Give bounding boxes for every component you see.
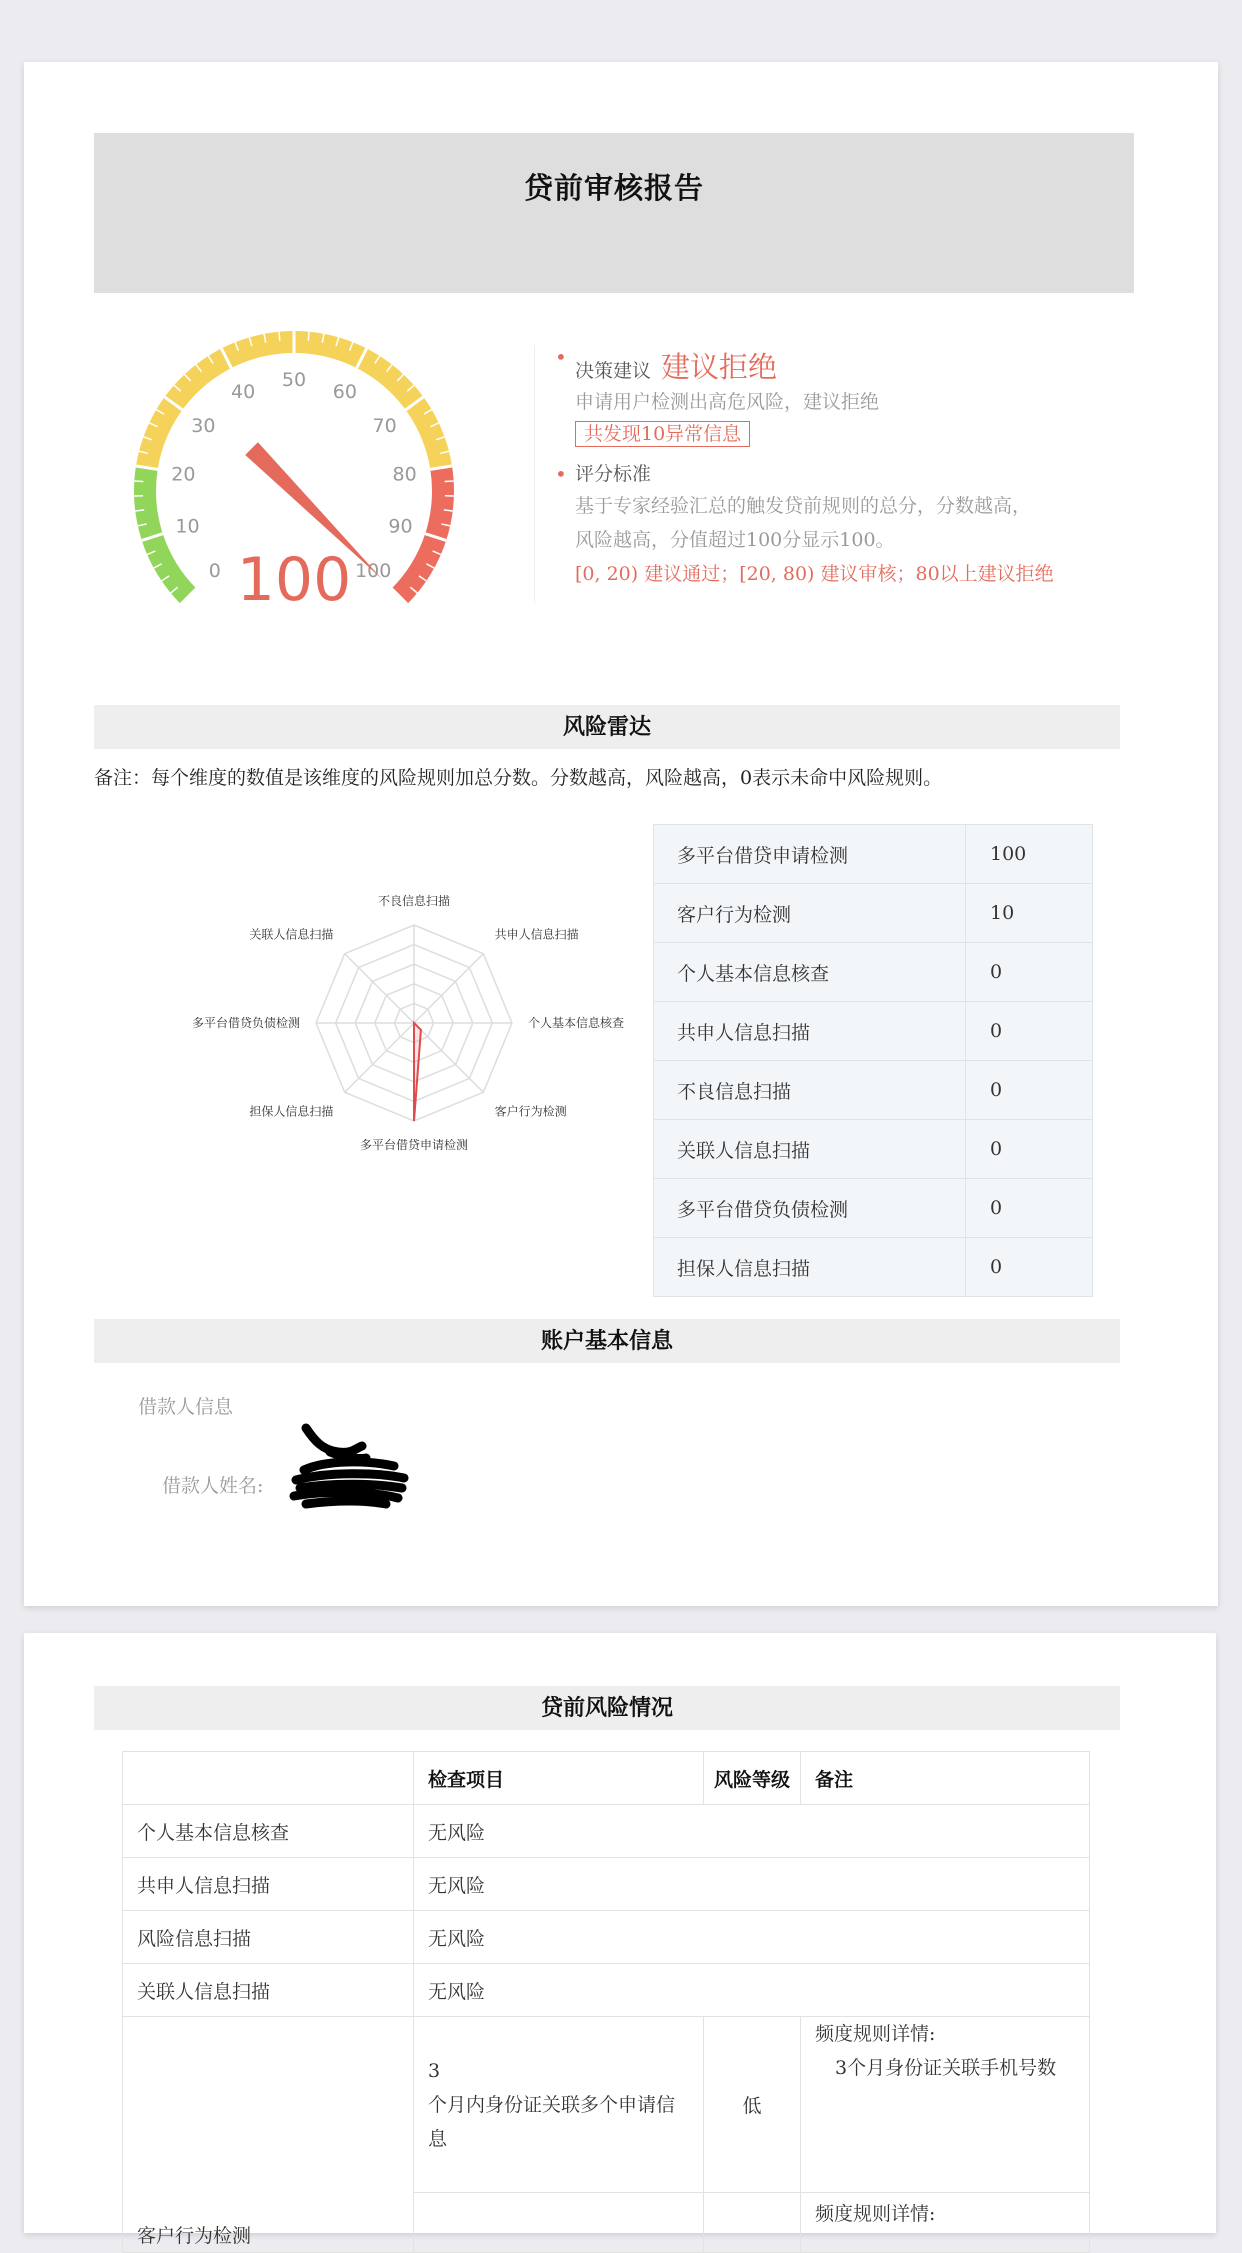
score-dimension-value: 0 — [966, 1120, 1093, 1179]
report-title-box — [94, 133, 1134, 293]
risk-row-name: 关联人信息扫描 — [123, 1964, 414, 2017]
gauge-tick-label: 80 — [393, 463, 417, 485]
gauge-minor-tick — [445, 481, 454, 482]
decision-label: • 决策建议 — [575, 356, 651, 383]
radar-axis-label: 担保人信息扫描 — [249, 1104, 333, 1119]
gauge-tick-label: 90 — [388, 516, 412, 538]
gauge-tick-label: 100 — [355, 560, 391, 582]
score-row — [654, 1179, 1093, 1238]
radar-note: 备注：每个维度的数值是该维度的风险规则加总分数。分数越高，风险越高，0表示未命中风险规则。 — [94, 763, 942, 790]
score-dimension-name: 关联人信息扫描 — [654, 1120, 966, 1179]
risk-row-result: 无风险 — [414, 1911, 1090, 1964]
standard-line-1: 基于专家经验汇总的触发贷前规则的总分，分数越高， — [555, 489, 1094, 523]
standard-line-2: 风险越高，分值超过100分显示100。 — [555, 523, 1094, 557]
score-dimension-name: 担保人信息扫描 — [654, 1238, 966, 1297]
score-dimension-name: 共申人信息扫描 — [654, 1002, 966, 1061]
gauge-tick-label: 10 — [175, 516, 199, 538]
score-dimension-value: 0 — [966, 1061, 1093, 1120]
pre-loan-risk-table — [122, 1751, 1090, 2253]
risk-radar-chart — [154, 837, 654, 1187]
standard-label: • 评分标准 — [555, 459, 1094, 489]
radar-axis-label: 个人基本信息核查 — [528, 1015, 624, 1030]
decision-description: 申请用户检测出高危风险，建议拒绝 — [555, 385, 1094, 419]
score-dimension-value: 10 — [966, 884, 1093, 943]
radar-axis-label: 多平台借贷负债检测 — [192, 1015, 300, 1030]
radar-axis-label: 关联人信息扫描 — [249, 926, 333, 941]
behavior-next-detail-label: 频度规则详情: — [815, 2203, 935, 2225]
header-remark: 备注 — [801, 1752, 1090, 1805]
radar-section-title: 风险雷达 — [94, 705, 1120, 749]
score-row — [654, 1238, 1093, 1297]
score-dimension-name: 个人基本信息核查 — [654, 943, 966, 1002]
risk-row-name: 风险信息扫描 — [123, 1911, 414, 1964]
behavior-item-text: 个月内身份证关联多个申请信息 — [428, 2088, 689, 2156]
risk-row-result: 无风险 — [414, 1858, 1090, 1911]
gauge-tick-label: 0 — [209, 560, 221, 582]
radar-axis-label: 多平台借贷申请检测 — [360, 1137, 468, 1152]
radar-axis-label: 客户行为检测 — [495, 1104, 567, 1119]
borrower-info-label: 借款人信息 — [138, 1392, 233, 1419]
score-dimension-value: 0 — [966, 1002, 1093, 1061]
score-dimension-name: 不良信息扫描 — [654, 1061, 966, 1120]
decision-panel — [534, 345, 1094, 603]
decision-result: 建议拒绝 — [661, 345, 777, 386]
score-row — [654, 1002, 1093, 1061]
account-section-title: 账户基本信息 — [94, 1319, 1120, 1363]
score-row — [654, 825, 1093, 884]
behavior-item-number: 3 — [428, 2054, 689, 2088]
behavior-detail-value: 3个月身份证关联手机号数 — [815, 2051, 1075, 2085]
score-dimension-name: 多平台借贷申请检测 — [654, 825, 966, 884]
gauge-minor-tick — [134, 481, 143, 482]
redaction-scribble — [286, 1422, 416, 1514]
behavior-detail — [801, 2017, 1090, 2193]
score-ranges: [0, 20) 建议通过；[20, 80) 建议审核；80以上建议拒绝 — [555, 557, 1094, 591]
gauge-tick-label: 40 — [231, 381, 255, 403]
behavior-next-level — [704, 2193, 801, 2253]
gauge-tick-label: 70 — [373, 415, 397, 437]
behavior-detail-label: 频度规则详情: — [815, 2017, 1075, 2051]
borrower-name-label: 借款人姓名: — [162, 1471, 263, 1498]
behavior-level: 低 — [704, 2017, 801, 2193]
score-dimension-value: 100 — [966, 825, 1093, 884]
anomaly-count-badge: 共发现10异常信息 — [575, 421, 750, 447]
score-dimension-value: 0 — [966, 943, 1093, 1002]
gauge-minor-tick — [279, 332, 280, 341]
gauge-tick-label: 30 — [191, 415, 215, 437]
score-dimension-value: 0 — [966, 1238, 1093, 1297]
score-row — [654, 1120, 1093, 1179]
score-dimension-name: 客户行为检测 — [654, 884, 966, 943]
risk-row-result: 无风险 — [414, 1805, 1090, 1858]
radar-series-area — [414, 1023, 421, 1121]
score-gauge — [114, 313, 494, 673]
header-risk-level: 风险等级 — [704, 1752, 801, 1805]
risk-row — [123, 1911, 1090, 1964]
risk-table-header — [123, 1752, 1090, 1805]
behavior-name: 客户行为检测 — [123, 2017, 414, 2253]
risk-row-name: 个人基本信息核查 — [123, 1805, 414, 1858]
behavior-row — [123, 2017, 1090, 2193]
risk-row — [123, 1858, 1090, 1911]
report-page-2 — [24, 1633, 1216, 2233]
risk-row — [123, 1964, 1090, 2017]
risk-row-name: 共申人信息扫描 — [123, 1858, 414, 1911]
score-row — [654, 943, 1093, 1002]
behavior-next-detail — [801, 2193, 1090, 2253]
risk-row — [123, 1805, 1090, 1858]
score-dimension-name: 多平台借贷负债检测 — [654, 1179, 966, 1238]
score-dimension-value: 0 — [966, 1179, 1093, 1238]
risk-row-result: 无风险 — [414, 1964, 1090, 2017]
header-blank — [123, 1752, 414, 1805]
report-page-1 — [24, 62, 1218, 1606]
dimension-score-table — [653, 824, 1093, 1297]
behavior-item — [414, 2017, 704, 2193]
behavior-next-item — [414, 2193, 704, 2253]
risk-section-title: 贷前风险情况 — [94, 1686, 1120, 1730]
score-row — [654, 1061, 1093, 1120]
radar-axis-label: 共申人信息扫描 — [495, 926, 579, 941]
radar-svg — [154, 837, 654, 1187]
gauge-tick-label: 20 — [171, 463, 195, 485]
decision-row — [555, 345, 1094, 385]
gauge-tick-label: 60 — [333, 381, 357, 403]
gauge-minor-tick — [308, 332, 309, 341]
report-title: 贷前审核报告 — [94, 166, 1134, 207]
radar-axis-label: 不良信息扫描 — [378, 893, 450, 908]
score-row — [654, 884, 1093, 943]
gauge-score-value: 100 — [114, 545, 474, 615]
header-check-item: 检查项目 — [414, 1752, 704, 1805]
gauge-tick-label: 50 — [282, 369, 306, 391]
